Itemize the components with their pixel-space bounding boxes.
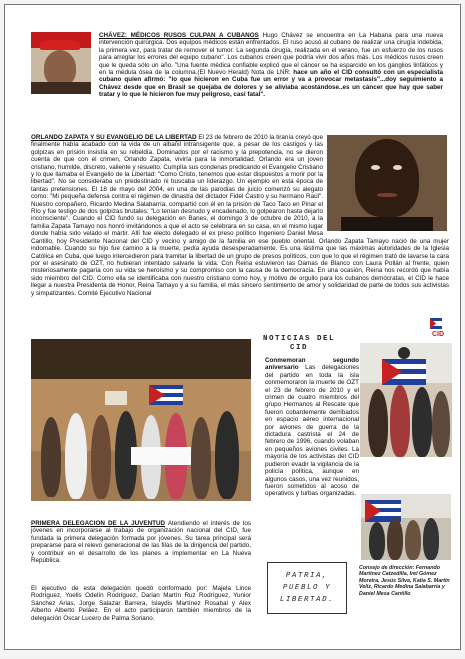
- svg-text:CID: CID: [432, 331, 445, 337]
- leadership-photo: [361, 494, 451, 560]
- article-chavez: [99, 32, 443, 99]
- photo-caption: Consejo de dirección: Fernando Martínez Catzedilla, Irel Gómez Moreira, Jesús Silva, Katia S. Martín Veliz, Ricardo Medina Salabarría y Daniel Mesa Cantillo: [359, 565, 450, 597]
- cid-logo-icon: [428, 315, 450, 337]
- motto-line2: PUEBLO Y: [282, 584, 332, 592]
- article-chavez-quote: hace un año el CID consultó con un especialista cubano quien afirmó: "lo que hicieron en Cuba fue un error y va a provocar metastasis"...doy seguimiento a Chávez desde que en Brasil se quejaba de dolores y se aliviaba acostándose..es un cáncer que hay que saber tratar y lo que le hicieron fue muy peligroso, casi fatal".: [99, 69, 443, 99]
- article-noticias: [265, 357, 359, 503]
- article-zapata-body: El 23 de febrero de 2010 la tiranía creyó que finalmente había acabado con la vida de un albañil intransigente que, a pesar de los castigos y las golpizas en prisión insistía en su rebeldía. Dominados por el racismo y la prepotencia, no se dieron cuenta de que con el crimen, Orlando Zapata, viviría para la inmortalidad. Orlando era un joven cristiano, humilde, discreto, valiente y resuelto. Cumplía sus condenas predicando el Evangelio Cristiano y lo que llamaba el Evangelio de la Libertad: "Como Cristo, tenemos que estar dispuestos a morir por la libertad". No se consideraba un predestinado ni buscaba un liderazgo. Un ejemplo en esta época de tantas pretensiones. El 18 de mayo del 2004, en una de las parodias de juicio comenzó su alegato como: "Mi pequeña defensa contra el régimen de dinastía del dictador Fidel Castro y su hermano Raúl". Nuestro compañero, Ricardo Medina Salabarría, compartió con él en la prisión de Taco Taco en Pinar el Río y fue testigo de dos golpizas brutales: "Lo tenían desnudo y encadenado, lo golpearon hasta dejarlo inconsciente". Cuando el CID fundó su delegación en Banes, el domingo 3 de octubre de 2010, a la familia Zapata Tamayo nos honró invitándonos a que el acto se celebrara en su casa, en el mismo lugar donde había sido velado el mártir. Allí fue electo delegado el ex preso político Ingeniero Daniel Mesa Cantillo, hoy Presidente Nacional del CID y vecino y amigo de la familia en ese pueblo oriental. Orlando Zapata Tamayo nació de una mujer indomable. Cuando su hijo fue camino a la muerte, pedía ayuda desesperadamente. Es una lástima que las máximas autoridades de la Iglesia Católica en Cuba, que luego intercedieron para tramitar la libertad de un grupo de presos políticos, con que lo que el régimen trató de lavarse la cara por el asesinato de OZT, no hubieran intentado salvarle la vida. Con Reina estuvieron las Damas de Blanco con Laura Pollán al frente, quien misteriosamente pagaría con su vida se heroísmo y su compromiso con la causa de la democracia. En una ocasión, Reina nos recordó que había sido miembro del CID. Como ella se identificaba con nuestro cristiano como hoy, y motivo de orgullo para los cubanos demócratas, el CID le hace llegar a nuestra Presidenta de Honor, Reina Tamayo y a su familia, el más sincero sentimiento de amor y solidaridad de parte de todos sus activistas y simpatizantes. Comité Ejecutivo Nacional: [31, 134, 449, 297]
- headline-youth: PRIMERA DELEGACION DE LA JUVENTUD: [31, 520, 166, 527]
- motto-line3: LIBERTAD.: [279, 596, 335, 604]
- anniversary-photo: [360, 343, 452, 457]
- newsletter-page: [4, 4, 461, 650]
- article-youth-body2: El ejecutivo de esta delegación quedó conformado por: Majela Lince Rodríguez, Yoelis Odelín Rodríguez, Darian Martín Ruz Rodríguez, Yunior Sánchez Arias, Jorge Salazar Barrera, Islaydis Martínez Rosabal y Alex Alberto Alberto Peláez. En el acto participaron también miembros de la delegación Oscar Lucero de Palma Soriano.: [31, 585, 251, 622]
- chavez-photo: [31, 32, 91, 94]
- article-youth: [31, 520, 251, 564]
- noticias-title-line1: NOTICIAS DEL: [262, 335, 335, 343]
- noticias-title-line2: CID: [289, 344, 308, 352]
- headline-chavez: CHÁVEZ: MÉDICOS RUSOS CULPAN A CUBANOS: [99, 32, 259, 39]
- headline-zapata: ORLANDO ZAPATA Y SU EVANGELIO DE LA LIBERTAD: [31, 134, 197, 141]
- cid-logo: [428, 315, 450, 337]
- zapata-photo-space: [323, 134, 449, 234]
- youth-delegation-photo: [31, 339, 251, 501]
- article-noticias-body: Las delegaciones del partido en toda la isla conmemoraron la muerte de OZT el 23 de febrero de 2010 y el crimen de cuatro miembros del grupo Hermanos al Rescate que fueron cobardemente derribados en espacio aéreo internacional por aviones de guerra de la dictadura castrista el 24 de febrero de 1996, cuando volaban en pequeños aviones civiles. La mayoría de los activistas del CID pudieron evadir la vigilancia de la policía política, aunque en algunos casos, una vez reunidos, fueron sometidos al acoso de operativos y turbas organizadas.: [265, 364, 359, 498]
- headline-noticias: Conmemoran segundo aniversario: [265, 357, 359, 372]
- noticias-header: [259, 335, 339, 357]
- article-zapata: [31, 134, 449, 310]
- motto-line1: PATRIA,: [285, 572, 329, 580]
- motto-box: [267, 562, 347, 614]
- article-youth-body: Atendiendo el interés de los jóvenes en incorporarse al trabajo de organización nacional del CID, fue fundada la primera delegación formada por jóvenes. Su tarea principal será prepararse para el relevo generacional de las filas de la dirigencia del partido, y contribuir en el desarrollo de los planes a implementar en La Nueva República.: [31, 520, 251, 565]
- article-chavez-body: Hugo Chávez se encuentra en La Habana para una nueva intervención quirúrgica. Dos equipos médicos están enfrentados. El ruso acusó al cubano de realizar una cirugía indebida, la primera vez, para tratar de remover el tumor. La segunda cirugía, realizada en el verano, fue un esfuerzo de los rusos para arreglar los errores del equipo cubano". Los cubanos creen que podría vivir dos años más. Los médicos rusos creen que le queda sólo un año. "Una fuente médica confiable explicó que el cáncer se ha esparcido en los ganglios linfáticos y en la médula ósea de la columna.(El Nuevo Herald) Nota de LNR:: [99, 32, 444, 77]
